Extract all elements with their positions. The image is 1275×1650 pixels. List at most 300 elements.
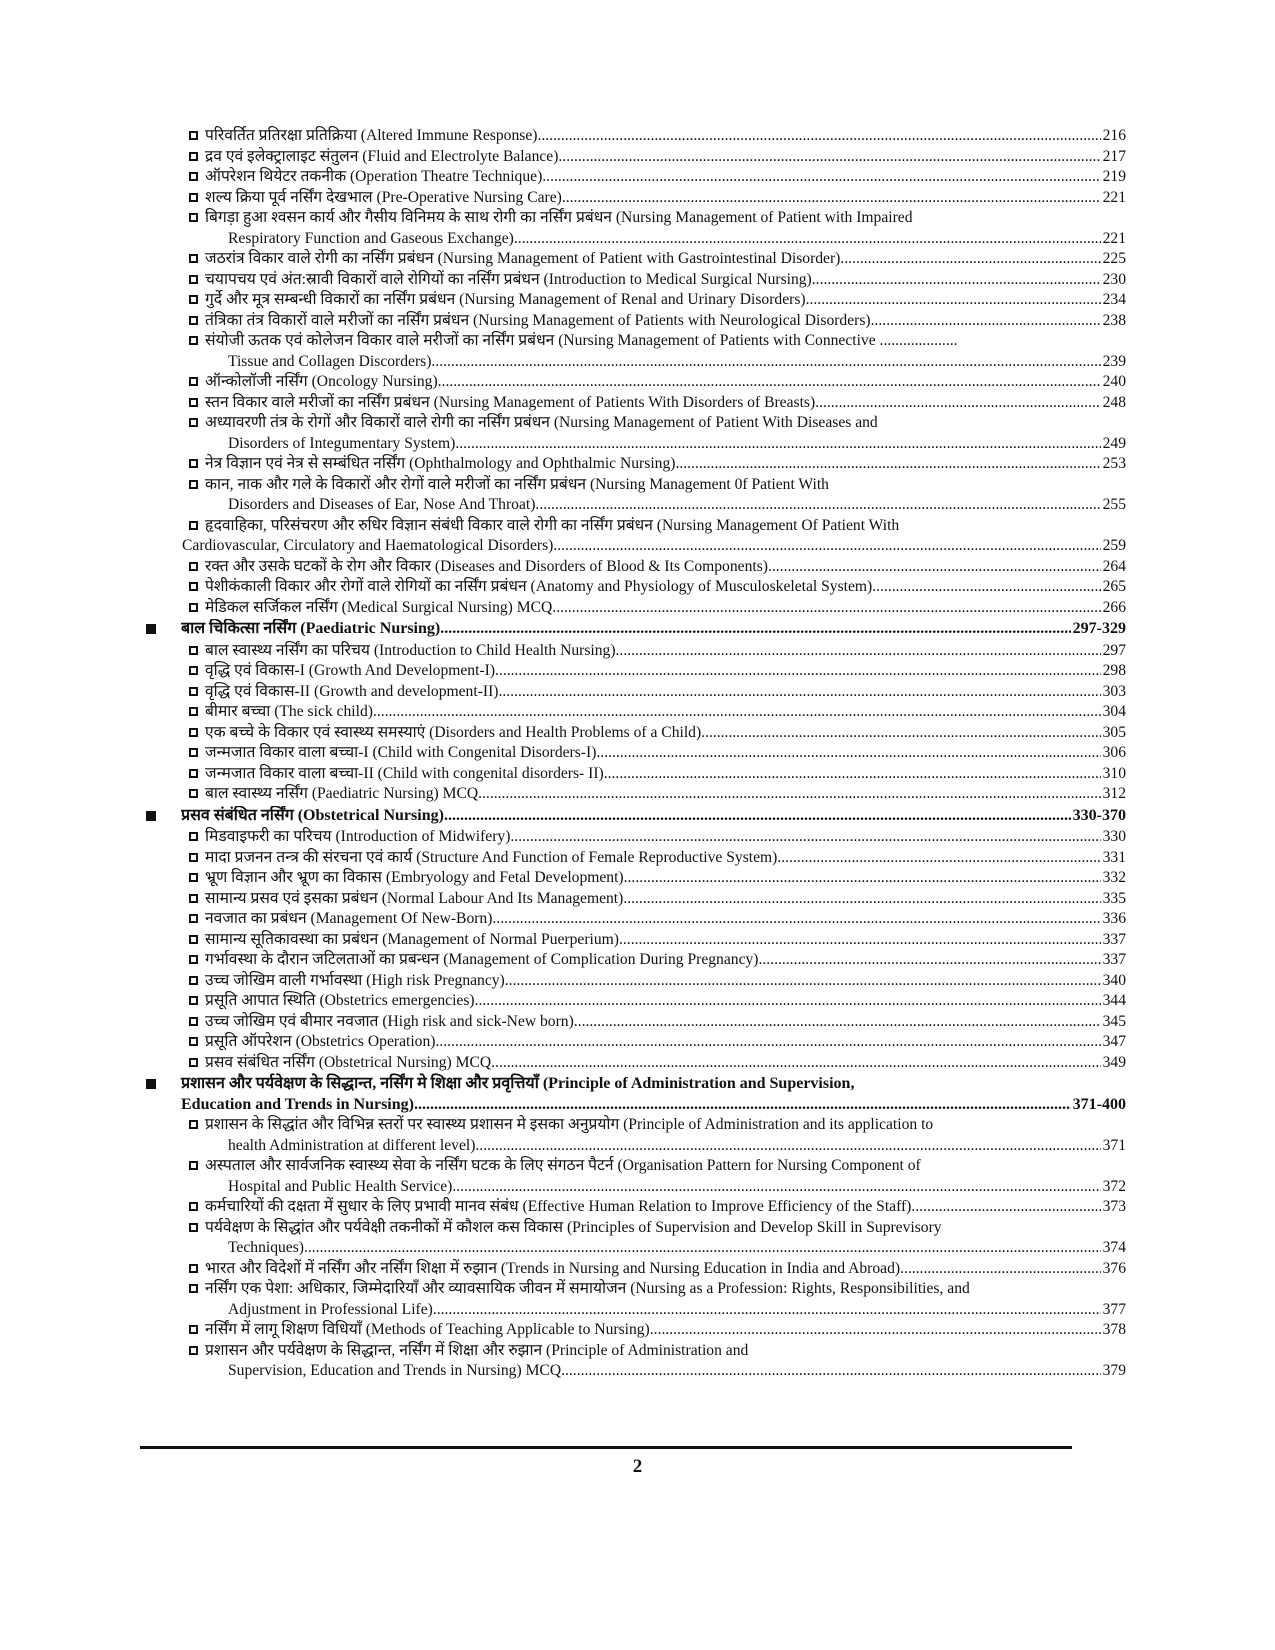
toc-item[interactable] <box>146 1279 1126 1320</box>
toc-item[interactable] <box>146 764 1126 785</box>
dot-leader <box>491 1053 1100 1074</box>
checkbox-square-icon <box>189 126 205 147</box>
toc-item[interactable] <box>146 557 1126 578</box>
toc-page-number: 253 <box>1102 455 1126 472</box>
toc-entry-text: वृद्धि एवं विकास-I (Growth And Development-I) <box>205 662 496 679</box>
toc-entry-text: Disorders of Integumentary System) <box>228 434 456 452</box>
dot-leader <box>558 147 1100 168</box>
dot-leader <box>537 126 1100 147</box>
toc-item[interactable] <box>146 1156 1126 1197</box>
toc-item[interactable] <box>146 743 1126 764</box>
toc-entry-text: भारत और विदेशों में नर्सिंग और नर्सिंग शिक्षा में रुझान (Trends in Nursing and Nursing Education in India and Abroad) <box>205 1259 901 1277</box>
dot-leader <box>619 930 1101 951</box>
toc-entry <box>205 930 1126 951</box>
toc-line-first: बिगड़ा हुआ श्वसन कार्य और गैसीय विनिमय के साथ रोगी का नर्सिंग प्रबंधन (Nursing Management of Patient with Impaired <box>205 209 913 226</box>
dot-leader <box>624 868 1101 889</box>
toc-line <box>205 270 1126 291</box>
checkbox-square-icon <box>189 290 205 311</box>
toc-section[interactable] <box>146 806 1126 828</box>
toc-entry <box>205 1341 1126 1382</box>
toc-item[interactable] <box>146 147 1126 168</box>
dot-leader <box>806 290 1101 311</box>
toc-entry-text: रक्त और उसके घटकों के रोग और विकार (Diseases and Disorders of Blood & Its Components) <box>205 557 768 575</box>
toc-item[interactable] <box>146 950 1126 971</box>
toc-entry <box>205 147 1126 168</box>
checkbox-square-icon <box>189 1197 205 1218</box>
toc-entry-text: नवजात का प्रबंधन (Management Of New-Born) <box>205 910 493 927</box>
toc-entry <box>205 971 1126 992</box>
toc-page-number: 345 <box>1102 1012 1126 1030</box>
toc-line <box>205 126 1126 147</box>
toc-entry <box>205 889 1126 910</box>
dot-leader <box>475 991 1101 1012</box>
filled-square-icon <box>146 1074 181 1096</box>
toc-item[interactable] <box>146 372 1126 393</box>
toc-entry <box>205 454 1126 475</box>
toc-line <box>205 764 1126 785</box>
toc-page-number: 373 <box>1102 1198 1126 1215</box>
checkbox-square-icon <box>189 950 205 971</box>
dot-leader <box>768 557 1101 578</box>
toc-entry-text: जठरांत्र विकार वाले रोगी का नर्सिंग प्रबंधन (Nursing Management of Patient with Gastrointestinal Disorder) <box>205 250 841 267</box>
toc-entry-text: Respiratory Function and Gaseous Exchange) <box>228 229 514 247</box>
dot-leader <box>452 1177 1100 1198</box>
toc-line <box>205 495 1126 516</box>
checkbox-square-icon <box>189 557 205 578</box>
toc-entry <box>205 1053 1126 1074</box>
checkbox-square-icon <box>189 764 205 785</box>
toc-item[interactable] <box>146 167 1126 188</box>
toc-entry <box>205 126 1126 147</box>
toc-page-number: 240 <box>1102 373 1126 390</box>
toc-page-number: 305 <box>1102 723 1126 741</box>
toc-item[interactable] <box>146 848 1126 869</box>
toc-entry-text: ऑपरेशन थियेटर तकनीक (Operation Theatre Technique) <box>205 168 543 185</box>
toc-item[interactable] <box>146 475 1126 516</box>
toc-line <box>182 536 1126 557</box>
toc-page-number: 303 <box>1102 682 1126 700</box>
toc-page-number: 349 <box>1102 1053 1126 1071</box>
checkbox-square-icon <box>189 784 205 805</box>
toc-line <box>205 1361 1126 1382</box>
checkbox-square-icon <box>189 311 205 332</box>
dot-leader <box>475 1136 1100 1157</box>
dot-leader <box>444 806 1071 827</box>
toc-item[interactable] <box>146 188 1126 209</box>
toc-entry-text: पेशीकंकाली विकार और रोगों वाले रोगियों का नर्सिंग प्रबंधन (Anatomy and Physiology of Musculoskeletal System) <box>205 578 873 595</box>
toc-entry-text: बाल चिकित्सा नर्सिंग (Paediatric Nursing) <box>181 620 441 637</box>
checkbox-square-icon <box>189 723 205 744</box>
checkbox-square-icon <box>189 930 205 951</box>
toc-line <box>205 167 1126 188</box>
toc-entry-text: ऑन्कोलॉजी नर्सिंग (Oncology Nursing) <box>205 373 438 390</box>
toc-page-number: 266 <box>1102 598 1126 616</box>
checkbox-square-icon <box>189 270 205 291</box>
toc-item[interactable] <box>146 413 1126 454</box>
toc-page-number: 347 <box>1102 1033 1126 1050</box>
toc-line <box>205 598 1126 619</box>
dot-leader <box>552 598 1100 619</box>
toc-item[interactable] <box>146 661 1126 682</box>
toc-item[interactable] <box>146 1320 1126 1341</box>
toc-line <box>205 1197 1126 1218</box>
toc-entry <box>205 208 1126 249</box>
toc-line-first: अस्पताल और सार्वजनिक स्वास्थ्य सेवा के नर्सिंग घटक के लिए संगठन पैटर्न (Organisation Pattern for Nursing Component of <box>205 1157 921 1174</box>
toc-item[interactable] <box>146 1032 1126 1053</box>
dot-leader <box>777 848 1100 869</box>
checkbox-square-icon <box>189 188 205 209</box>
toc-entry <box>205 909 1126 930</box>
toc-line <box>205 372 1126 393</box>
toc-page-number: 371-400 <box>1072 1095 1126 1113</box>
page-number: 2 <box>632 1456 643 1477</box>
dot-leader <box>435 1032 1100 1053</box>
dot-leader <box>492 909 1100 930</box>
toc-entry-text: सामान्य सूतिकावस्था का प्रबंधन (Management of Normal Puerperium) <box>205 930 619 948</box>
toc-entry-text: Tissue and Collagen Discorders) <box>228 352 432 370</box>
toc-entry <box>182 516 1126 557</box>
checkbox-square-icon <box>189 868 205 889</box>
toc-line-first: नर्सिंग एक पेशा: अधिकार, जिम्मेदारियाँ और व्यावसायिक जीवन में समायोजन (Nursing as a Profession: Rights, Responsibilities, and <box>205 1280 970 1297</box>
toc-entry <box>205 848 1126 869</box>
toc-entry <box>205 1156 1126 1197</box>
toc-item[interactable] <box>146 971 1126 992</box>
toc-entry-text: उच्च जोखिम एवं बीमार नवजात (High risk and sick-New born) <box>205 1012 574 1030</box>
toc-entry-text: मेडिकल सर्जिकल नर्सिंग (Medical Surgical Nursing) MCQ <box>205 598 553 616</box>
toc-entry-text: बाल स्वास्थ्य नर्सिंग का परिचय (Introduction to Child Health Nursing) <box>205 641 616 659</box>
toc-entry-text: Supervision, Education and Trends in Nursing) MCQ <box>228 1362 562 1379</box>
checkbox-square-icon <box>189 208 205 229</box>
checkbox-square-icon <box>189 475 205 496</box>
checkbox-square-icon <box>189 516 205 537</box>
toc-item[interactable] <box>146 1218 1126 1259</box>
toc-entry-text: उच्च जोखिम वाली गर्भावस्था (High risk Pregnancy) <box>205 971 505 989</box>
checkbox-square-icon <box>189 702 205 723</box>
toc-item[interactable] <box>146 249 1126 270</box>
dot-leader <box>304 1238 1101 1259</box>
toc-entry <box>205 1197 1126 1218</box>
toc-item[interactable] <box>146 454 1126 475</box>
toc-entry-text: जन्मजात विकार वाला बच्चा-II (Child with congenital disorders- II) <box>205 764 604 782</box>
dot-leader <box>514 229 1101 250</box>
toc-line <box>205 1320 1126 1341</box>
toc-line <box>205 290 1126 311</box>
toc-entry <box>205 557 1126 578</box>
toc-entry <box>205 743 1126 764</box>
dot-leader <box>871 311 1101 332</box>
toc-entry <box>205 723 1126 744</box>
toc-line <box>205 1012 1126 1033</box>
toc-page-number: 304 <box>1102 703 1126 720</box>
toc-item[interactable] <box>146 1197 1126 1218</box>
toc-entry <box>205 827 1126 848</box>
filled-square-icon <box>146 619 181 641</box>
toc-line <box>205 991 1126 1012</box>
toc-item[interactable] <box>146 290 1126 311</box>
toc-entry-text: Disorders and Diseases of Ear, Nose And Throat) <box>228 496 536 513</box>
dot-leader <box>431 352 1100 373</box>
dot-leader <box>840 249 1100 270</box>
toc-entry <box>205 661 1126 682</box>
toc-page-number: 255 <box>1102 496 1126 513</box>
dot-leader <box>553 536 1100 557</box>
toc-page-number: 376 <box>1102 1259 1126 1277</box>
toc-entry <box>205 311 1126 332</box>
toc-entry <box>181 806 1126 827</box>
toc-entry-text: प्रसूति ऑपरेशन (Obstetrics Operation) <box>205 1033 436 1050</box>
checkbox-square-icon <box>189 848 205 869</box>
checkbox-square-icon <box>189 1032 205 1053</box>
toc-entry <box>205 167 1126 188</box>
toc-line <box>205 147 1126 168</box>
toc-page-number: 337 <box>1102 930 1126 948</box>
checkbox-square-icon <box>189 743 205 764</box>
toc-page-number: 340 <box>1102 971 1126 989</box>
toc-item[interactable] <box>146 682 1126 703</box>
toc-entry-text: Adjustment in Professional Life) <box>228 1300 433 1318</box>
checkbox-square-icon <box>189 641 205 662</box>
dot-leader <box>650 1320 1101 1341</box>
toc-page-number: 344 <box>1102 992 1126 1009</box>
toc-page-number: 239 <box>1102 352 1126 370</box>
dot-leader <box>872 577 1100 598</box>
toc-entry <box>205 598 1126 619</box>
toc-entry-text: बाल स्वास्थ्य नर्सिंग (Paediatric Nursing) MCQ <box>205 785 479 802</box>
toc-item[interactable] <box>146 1259 1126 1280</box>
toc-entry <box>205 868 1126 889</box>
toc-item[interactable] <box>146 1115 1126 1156</box>
toc-page-number: 330 <box>1102 828 1126 845</box>
toc-line <box>205 1136 1126 1157</box>
dot-leader <box>455 434 1100 455</box>
toc-entry-text: प्रसव संबंधित नर्सिंग (Obstetrical Nursing) <box>181 806 444 824</box>
dot-leader <box>535 495 1100 516</box>
checkbox-square-icon <box>189 1156 205 1177</box>
toc-line <box>205 188 1126 209</box>
toc-entry-text: परिवर्तित प्रतिरक्षा प्रतिक्रिया (Altered Immune Response) <box>205 127 538 144</box>
toc-entry-text: Hospital and Public Health Service) <box>228 1177 453 1195</box>
checkbox-square-icon <box>189 909 205 930</box>
toc-line <box>205 930 1126 951</box>
toc-entry <box>205 991 1126 1012</box>
toc-page-number: 234 <box>1102 291 1126 308</box>
toc-page-number: 238 <box>1102 311 1126 329</box>
toc-page-number: 225 <box>1102 250 1126 267</box>
toc-item[interactable] <box>146 393 1126 414</box>
toc-item[interactable] <box>146 126 1126 147</box>
toc-entry-text: प्रसव संबंधित नर्सिंग (Obstetrical Nursing) MCQ <box>205 1053 492 1071</box>
toc-line <box>205 661 1126 682</box>
toc-page-number: 221 <box>1102 188 1126 206</box>
toc-page-number: 332 <box>1102 869 1126 886</box>
toc-page-number: 298 <box>1102 662 1126 679</box>
toc-page-number: 219 <box>1102 168 1126 185</box>
toc-page-number: 374 <box>1102 1239 1126 1256</box>
dot-leader <box>438 372 1101 393</box>
toc-item[interactable] <box>146 1341 1126 1382</box>
toc-page-number: 249 <box>1102 434 1126 452</box>
toc-entry <box>205 475 1126 516</box>
toc-entry-text: वृद्धि एवं विकास-II (Growth and development-II) <box>205 682 499 700</box>
checkbox-square-icon <box>189 372 205 393</box>
toc-entry-text: भ्रूण विज्ञान और भ्रूण का विकास (Embryology and Fetal Development) <box>205 869 624 886</box>
toc-entry-text: मादा प्रजनन तन्त्र की संरचना एवं कार्य (Structure And Function of Female Reproductive System) <box>205 848 778 866</box>
toc-entry <box>205 290 1126 311</box>
toc-line <box>205 743 1126 764</box>
toc-item[interactable] <box>146 723 1126 744</box>
toc-entry <box>205 950 1126 971</box>
toc-item[interactable] <box>146 331 1126 372</box>
toc-item[interactable] <box>146 827 1126 848</box>
checkbox-square-icon <box>189 1053 205 1074</box>
toc-entry <box>205 1259 1126 1280</box>
toc-item[interactable] <box>146 641 1126 662</box>
toc-entry <box>205 1218 1126 1259</box>
toc-item[interactable] <box>146 909 1126 930</box>
toc-entry-text: तंत्रिका तंत्र विकारों वाले मरीजों का नर्सिंग प्रबंधन (Nursing Management of Patients with Neurological Disorders) <box>205 311 871 329</box>
checkbox-square-icon <box>189 1259 205 1280</box>
checkbox-square-icon <box>189 889 205 910</box>
toc-entry-text: शल्य क्रिया पूर्व नर्सिंग देखभाल (Pre-Operative Nursing Care) <box>205 188 562 206</box>
toc-item[interactable] <box>146 208 1126 249</box>
toc-item[interactable] <box>146 868 1126 889</box>
toc-page-number: 221 <box>1102 229 1126 247</box>
toc-entry <box>205 393 1126 414</box>
dot-leader <box>604 764 1101 785</box>
toc-entry-text: health Administration at different level) <box>228 1136 476 1154</box>
toc-page-number: 230 <box>1102 270 1126 288</box>
checkbox-square-icon <box>189 454 205 475</box>
checkbox-square-icon <box>189 147 205 168</box>
footer-rule <box>140 1446 1072 1449</box>
dot-leader <box>911 1197 1100 1218</box>
toc-entry-text: द्रव एवं इलेक्ट्रालाइट संतुलन (Fluid and Electrolyte Balance) <box>205 147 559 165</box>
checkbox-square-icon <box>189 827 205 848</box>
checkbox-square-icon <box>189 971 205 992</box>
checkbox-square-icon <box>189 577 205 598</box>
toc-item[interactable] <box>146 311 1126 332</box>
checkbox-square-icon <box>189 1218 205 1239</box>
checkbox-square-icon <box>189 598 205 619</box>
toc-page-number: 265 <box>1102 578 1126 595</box>
toc-page-number: 216 <box>1102 127 1126 144</box>
toc-page-number: 310 <box>1102 764 1126 782</box>
toc-line <box>205 682 1126 703</box>
toc-entry-text: कर्मचारियों की दक्षता में सुधार के लिए प्रभावी मानव संबंध (Effective Human Relation to Improve Efficiency of the Staff) <box>205 1198 912 1215</box>
toc-page-number: 336 <box>1102 910 1126 927</box>
toc-entry-text: स्तन विकार वाले मरीजों का नर्सिंग प्रबंधन (Nursing Management of Patients With Disorders of Breasts) <box>205 393 816 411</box>
toc-line-first: कान, नाक और गले के विकारों और रोगों वाले मरीजों का नर्सिंग प्रबंधन (Nursing Management 0f Patient With <box>205 475 829 493</box>
toc-line <box>205 950 1126 971</box>
dot-leader <box>596 743 1100 764</box>
dot-leader <box>433 1300 1101 1321</box>
toc-item[interactable] <box>146 598 1126 619</box>
toc-line <box>181 1095 1126 1116</box>
checkbox-square-icon <box>189 331 205 352</box>
dot-leader <box>510 827 1100 848</box>
toc-item[interactable] <box>146 784 1126 805</box>
dot-leader <box>561 1361 1101 1382</box>
toc-page-number: 217 <box>1102 147 1126 165</box>
dot-leader <box>495 661 1101 682</box>
toc-line <box>205 702 1126 723</box>
dot-leader <box>478 784 1100 805</box>
checkbox-square-icon <box>189 1341 205 1362</box>
toc-line <box>181 619 1126 640</box>
checkbox-square-icon <box>189 413 205 434</box>
toc-entry <box>205 641 1126 662</box>
checkbox-square-icon <box>189 1279 205 1300</box>
toc-item[interactable] <box>146 702 1126 723</box>
toc-entry <box>205 1032 1126 1053</box>
toc-entry <box>205 784 1126 805</box>
toc-item[interactable] <box>146 1012 1126 1033</box>
toc-item[interactable] <box>146 1053 1126 1074</box>
toc-line <box>205 454 1126 475</box>
toc-item[interactable] <box>146 889 1126 910</box>
toc-entry <box>205 372 1126 393</box>
dot-leader <box>900 1259 1101 1280</box>
table-of-contents <box>146 126 1126 1382</box>
toc-line <box>205 1259 1126 1280</box>
toc-item[interactable] <box>146 991 1126 1012</box>
dot-leader <box>675 454 1100 475</box>
checkbox-square-icon <box>189 661 205 682</box>
toc-line <box>205 1053 1126 1074</box>
toc-entry <box>205 764 1126 785</box>
checkbox-square-icon <box>189 1012 205 1033</box>
toc-entry-text: सामान्य प्रसव एवं इसका प्रबंधन (Normal Labour And Its Management) <box>205 889 624 907</box>
toc-item[interactable] <box>146 516 1126 557</box>
toc-entry <box>205 1012 1126 1033</box>
toc-section[interactable] <box>146 1074 1126 1115</box>
toc-page-number: 371 <box>1102 1136 1126 1154</box>
toc-page-number: 306 <box>1102 744 1126 761</box>
dot-leader <box>562 188 1101 209</box>
toc-line <box>205 1238 1126 1259</box>
toc-entry-text: नर्सिंग में लागू शिक्षण विधियाँ (Methods of Teaching Applicable to Nursing) <box>205 1321 650 1338</box>
toc-entry-text: प्रसूति आपात स्थिति (Obstetrics emergencies) <box>205 992 475 1009</box>
toc-line-first: संयोजी ऊतक एवं कोलेजन विकार वाले मरीजों का नर्सिंग प्रबंधन (Nursing Management of Patients with Connective .................... <box>205 332 958 349</box>
checkbox-square-icon <box>189 249 205 270</box>
toc-line <box>205 848 1126 869</box>
dot-leader <box>623 889 1100 910</box>
dot-leader <box>505 971 1101 992</box>
toc-line <box>205 577 1126 598</box>
toc-entry <box>205 188 1126 209</box>
toc-line-first: अध्यावरणी तंत्र के रोगों और विकारों वाले रोगी का नर्सिंग प्रबंधन (Nursing Management of Patient With Diseases and <box>205 414 878 431</box>
toc-item[interactable] <box>146 930 1126 951</box>
dot-leader <box>616 641 1101 662</box>
toc-entry-text: एक बच्चे के विकार एवं स्वास्थ्य समस्याएं (Disorders and Health Problems of a Child) <box>205 723 702 741</box>
dot-leader <box>701 723 1100 744</box>
checkbox-square-icon <box>189 682 205 703</box>
toc-line <box>205 971 1126 992</box>
toc-line <box>205 723 1126 744</box>
toc-section[interactable] <box>146 619 1126 641</box>
toc-entry-text: मिडवाइफरी का परिचय (Introduction of Midwifery) <box>205 828 511 845</box>
toc-entry <box>205 1279 1126 1320</box>
toc-line-first: हृदवाहिका, परिसंचरण और रुधिर विज्ञान संबंधी विकार वाले रोगी का नर्सिंग प्रबंधन (Nursing Management Of Patient With <box>205 516 900 534</box>
toc-entry <box>205 577 1126 598</box>
checkbox-square-icon <box>189 167 205 188</box>
toc-item[interactable] <box>146 577 1126 598</box>
checkbox-square-icon <box>189 991 205 1012</box>
toc-line-first: प्रशासन के सिद्धांत और विभिन्न स्तरों पर स्वास्थ्य प्रशासन मे इसका अनुप्रयोग (Principle of Administration and its application to <box>205 1116 934 1133</box>
toc-line <box>205 557 1126 578</box>
toc-item[interactable] <box>146 270 1126 291</box>
toc-entry <box>205 270 1126 291</box>
